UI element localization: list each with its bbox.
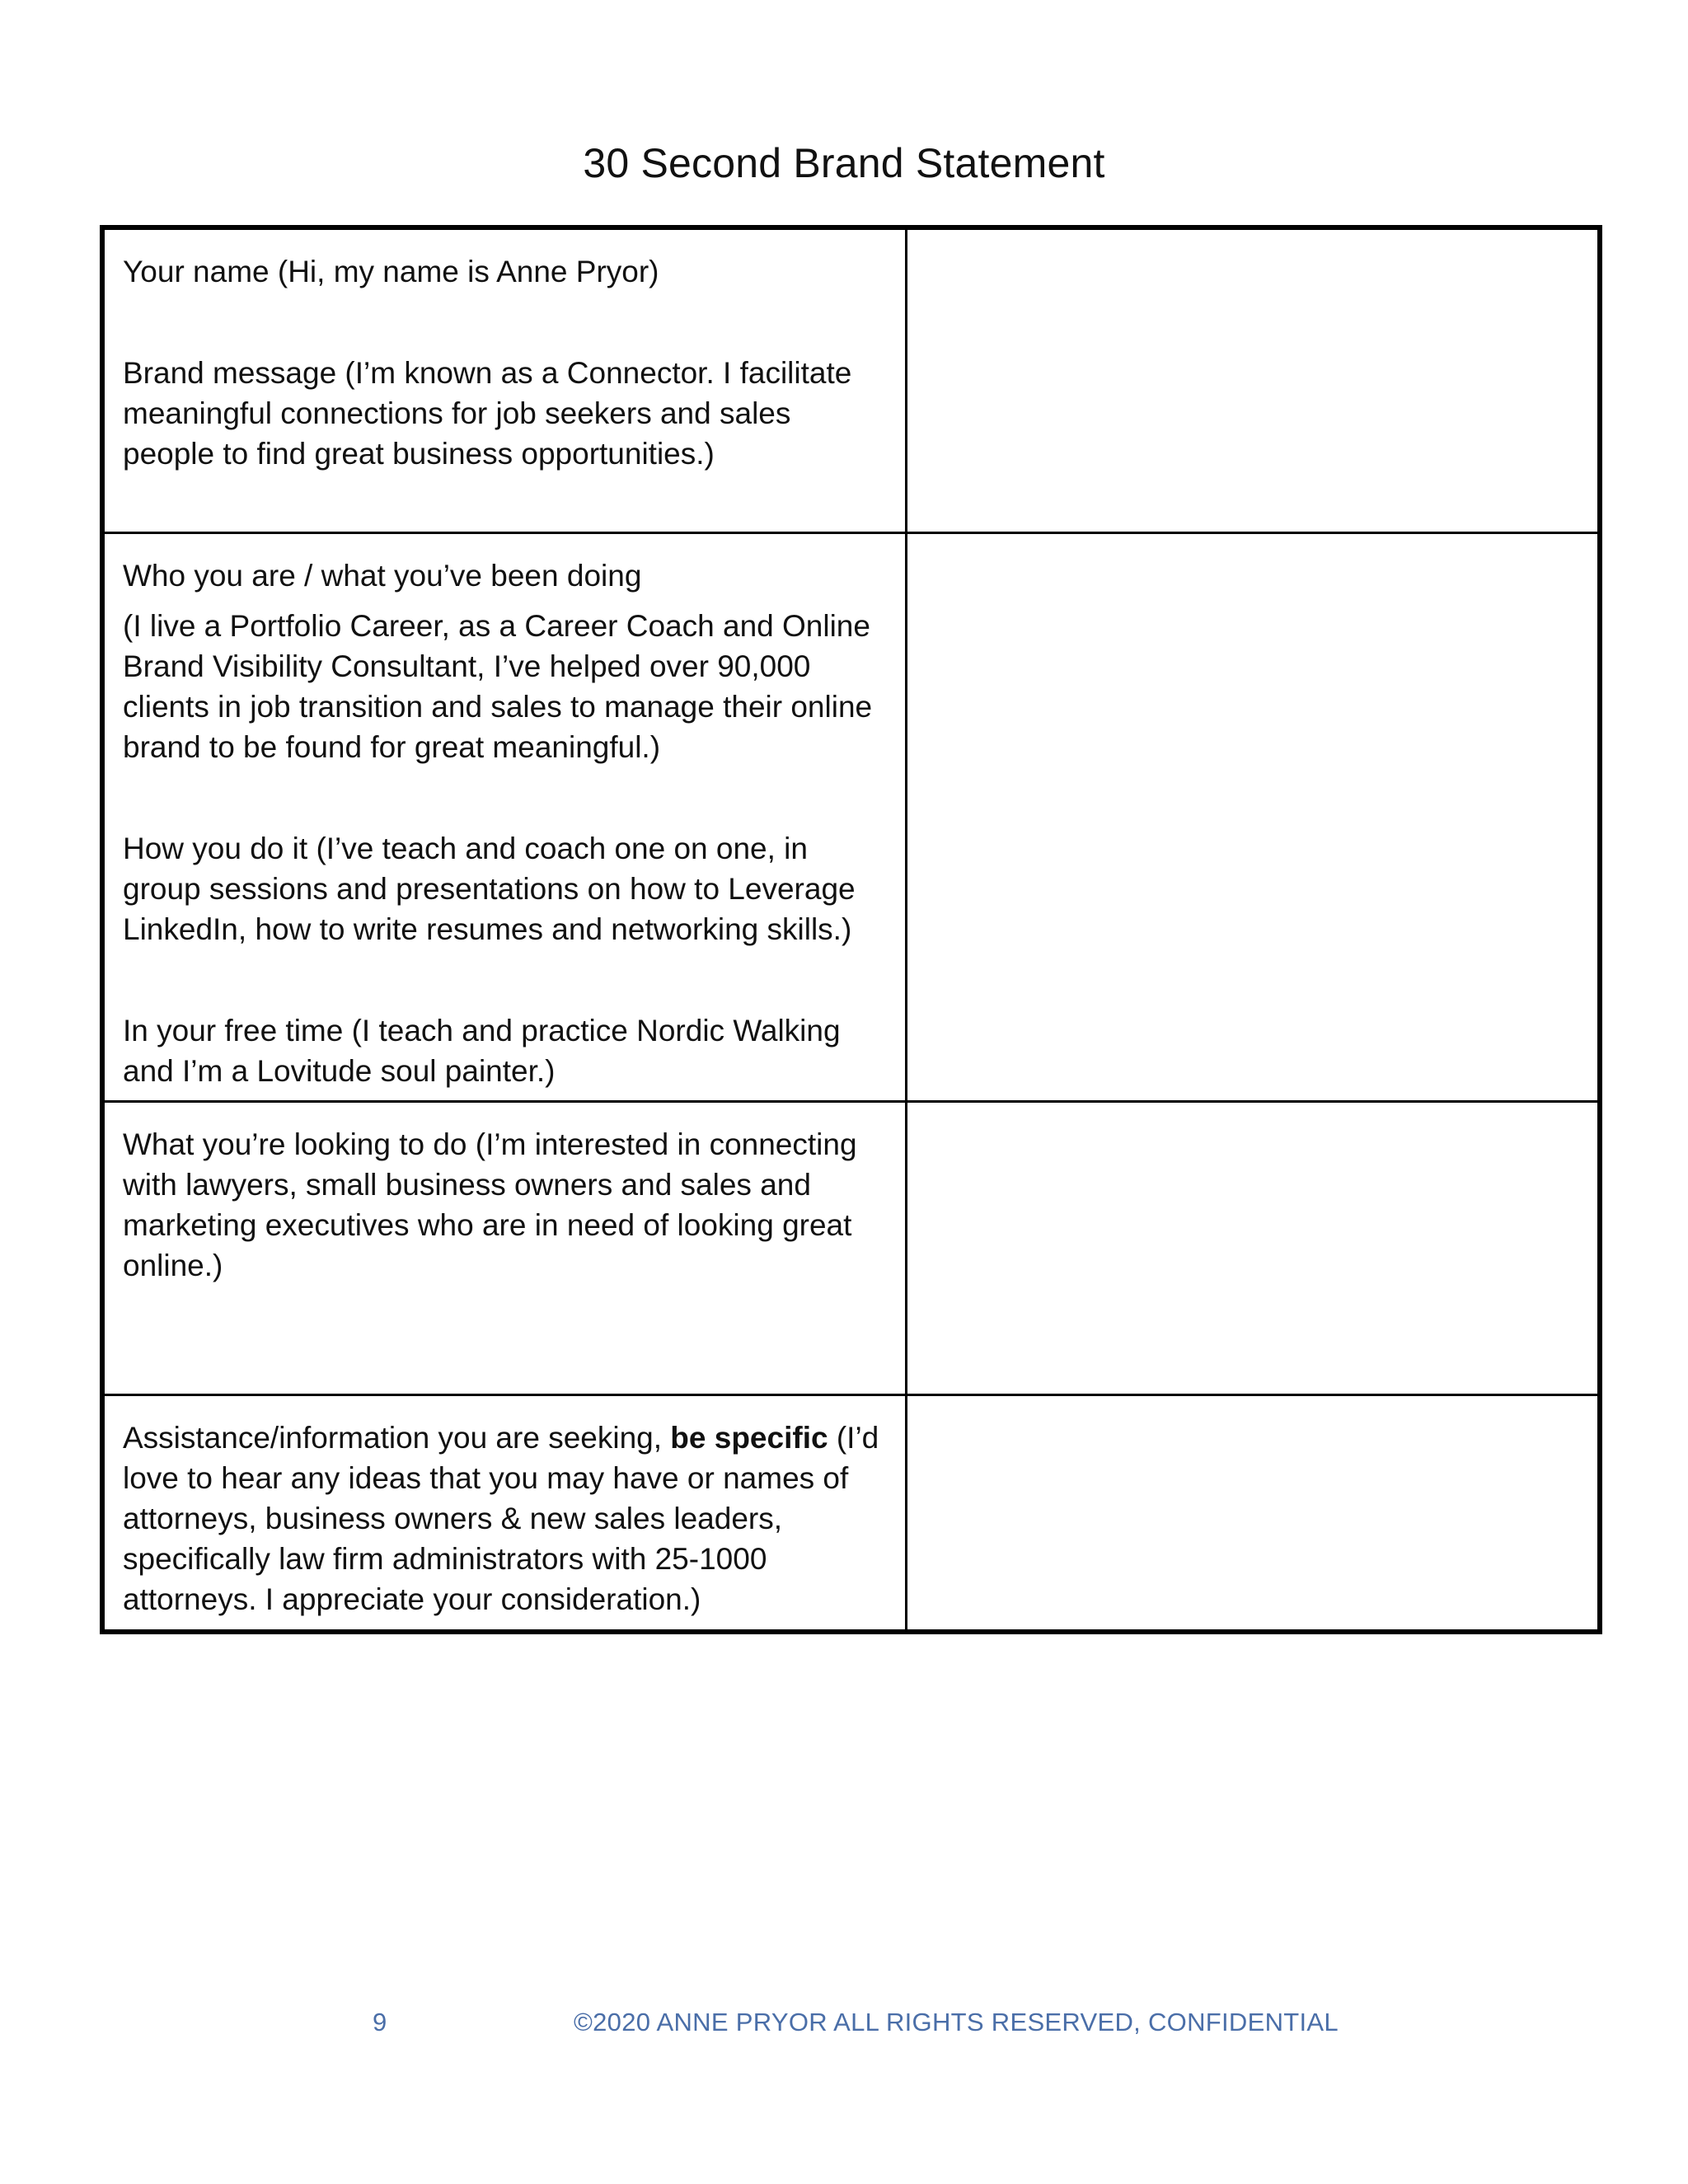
page-number: 9 bbox=[373, 2008, 387, 2036]
prompt-assistance-suffix: (I’d love to hear any ideas that you may have or names of attorneys, business owners & new sales leaders, specifically law firm administrators with 25-1000 attorneys. I appreciate your consideration.) bbox=[123, 1421, 879, 1616]
prompt-cell-background bbox=[105, 534, 907, 1103]
prompt-assistance-prefix: Assistance/information you are seeking, bbox=[123, 1421, 671, 1455]
answer-cell-assistance[interactable] bbox=[907, 1396, 1597, 1629]
prompt-how-you-do-it: How you do it (I’ve teach and coach one on one, in group sessions and presentations on how to Leverage LinkedIn, how to write resumes and networking skills.) bbox=[123, 832, 856, 946]
prompt-cell-assistance bbox=[105, 1396, 907, 1629]
prompt-who-you-are: Who you are / what you’ve been doing bbox=[123, 559, 642, 593]
prompt-cell-name-brand bbox=[105, 230, 907, 534]
answer-cell-background[interactable] bbox=[907, 534, 1597, 1103]
prompt-assistance bbox=[123, 1418, 887, 1619]
prompt-free-time: In your free time (I teach and practice Nordic Walking and I’m a Lovitude soul painter.) bbox=[123, 1014, 841, 1088]
prompt-cell-looking-to-do bbox=[105, 1103, 907, 1396]
prompt-looking-to-do: What you’re looking to do (I’m interested in connecting with lawyers, small business owners and sales and marketing executives who are in need of looking great online.) bbox=[123, 1127, 857, 1282]
prompt-your-name: Your name (Hi, my name is Anne Pryor) bbox=[123, 255, 659, 288]
prompt-brand-message: Brand message (I’m known as a Connector. I facilitate meaningful connections for job seekers and sales people to find great business opportunities.) bbox=[123, 356, 852, 471]
brand-statement-table bbox=[100, 225, 1602, 1634]
answer-cell-name-brand[interactable] bbox=[907, 230, 1597, 534]
copyright-notice: ©2020 ANNE PRYOR ALL RIGHTS RESERVED, CONFIDENTIAL bbox=[574, 2008, 1339, 2036]
prompt-assistance-emphasis: be specific bbox=[670, 1421, 828, 1455]
page-title: 30 Second Brand Statement bbox=[583, 140, 1105, 186]
answer-cell-looking-to-do[interactable] bbox=[907, 1103, 1597, 1396]
prompt-who-you-are-detail: (I live a Portfolio Career, as a Career Coach and Online Brand Visibility Consultant, I’ve helped over 90,000 clients in job transition and sales to manage their online brand to be found for great meaningful.) bbox=[123, 609, 873, 764]
